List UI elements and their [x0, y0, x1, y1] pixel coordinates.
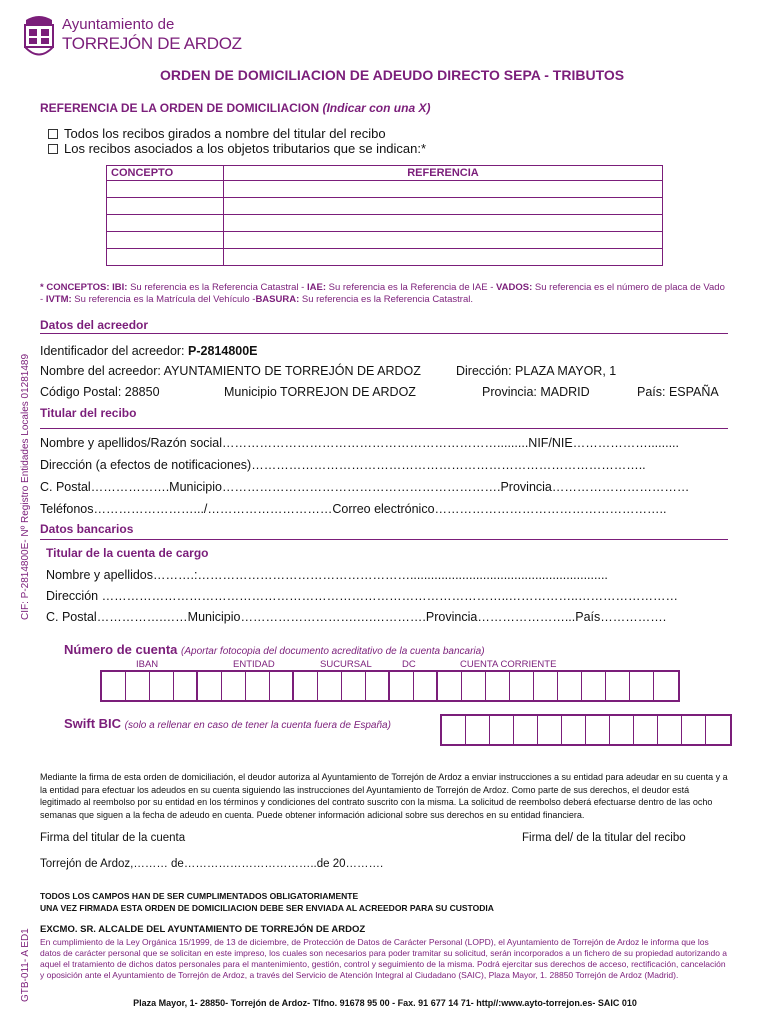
divider — [40, 539, 728, 540]
option-asociados-label: Los recibos asociados a los objetos tributarios que se indican:* — [64, 141, 427, 156]
firma-cuenta: Firma del titular de la cuenta — [40, 832, 186, 844]
note-lead: * CONCEPTOS: — [40, 282, 113, 293]
swift-heading: Swift BIC — [64, 716, 125, 731]
lopd-text: En cumplimiento de la Ley Orgánica 15/1999, de 13 de diciembre, de Protección de Datos de Carácter Personal (LOPD), el Ayuntamiento de Torrejón de Ardoz le informa que los datos de carácter personal que se solicitan en este impreso, los cuales son necesarios para poder tramitar su solicitud, serán incorporados a un fichero de su propiedad autorizando a aquel el tratamiento de dichos datos personales para el mantenimiento, gestión, control y seguimiento de la misma. Podrá ejercitar sus derechos de acceso, rectificación, cancelación y oposición ante el Ayuntamiento de Torrejón de Ardoz, a través del Servicio de Atención Integral al Ciudadano (SAIC), Plaza Mayor, 1. 28850 Torrejón de Ardoz (Madrid). — [40, 937, 728, 980]
bancarios-heading: Datos bancarios — [40, 522, 134, 536]
acreedor-nombre: Nombre del acreedor: AYUNTAMIENTO DE TORREJÓN DE ARDOZ — [40, 364, 421, 378]
acreedor-provincia: Provincia: MADRID — [482, 385, 590, 399]
cuenta-hint: (Aportar fotocopia del documento acreditativo de la cuenta bancaria) — [181, 646, 485, 657]
note-iae-val: Su referencia es la Referencia de IAE - — [325, 282, 497, 293]
firma-recibo: Firma del/ de la titular del recibo — [522, 832, 686, 844]
alcalde-heading: EXCMO. SR. ALCALDE DEL AYUNTAMIENTO DE TORREJÓN DE ARDOZ — [40, 924, 366, 935]
mandato-text: Mediante la firma de esta orden de domiciliación, el deudor autoriza al Ayuntamiento de Torrejón de Ardoz a enviar instrucciones a su entidad para adeudar en su cuenta y a la entidad para efectuar los adeudos en su cuenta siguiendo las instrucciones del Ayuntamiento de Torrejón de Ardoz. Como parte de sus derechos, el deudor está legitimado al reembolso por su entidad en los términos y condiciones del contrato suscrito con la misma. La solicitud de reembolso deberá efectuarse dentro de las ocho semanas que siguen a la fecha de adeudo en cuenta. Puede obtener información adicional sobre sus derechos en su entidad financiera. — [40, 772, 728, 820]
titular-direccion-field[interactable]: Dirección (a efectos de notificaciones)………………………………………………………………………………….. — [40, 458, 646, 472]
bancarios-sub: Titular de la cuenta de cargo — [46, 546, 209, 560]
footer: Plaza Mayor, 1- 28850- Torrejón de Ardoz- Tlfno. 91678 95 00 - Fax. 91 677 14 71- http//:www.ayto-torrejon.es- SAIC 010 — [133, 998, 637, 1008]
titular-telefonos-field[interactable]: Teléfonos…………………….../…………………………Correo electrónico……………………………………………….. — [40, 502, 667, 516]
table-row[interactable] — [107, 198, 663, 215]
table-row[interactable] — [107, 232, 663, 249]
label-entidad: ENTIDAD — [233, 659, 275, 670]
logo-line2: TORREJÓN DE ARDOZ — [62, 34, 242, 53]
swift-boxes[interactable] — [440, 714, 732, 746]
fecha-field[interactable]: Torrejón de Ardoz,……… de……………………………..de 20………. — [40, 858, 384, 870]
titular-heading: Titular del recibo — [40, 406, 137, 420]
divider — [40, 333, 728, 334]
note-ivtm-key: IVTM: — [45, 294, 72, 305]
aviso-2: UNA VEZ FIRMADA ESTA ORDEN DE DOMICILIACION DEBE SER ENVIADA AL ACREEDOR PARA SU CUSTODIA — [40, 903, 494, 913]
page-title: ORDEN DE DOMICILIACION DE ADEUDO DIRECTO SEPA - TRIBUTOS — [160, 67, 625, 83]
cuenta-heading-wrap — [64, 642, 485, 657]
referencia-heading — [40, 101, 430, 115]
bancarios-cp-field[interactable]: C. Postal…………….……Municipio……………………….….………….Provincia…………………...País……………. — [46, 610, 667, 624]
acreedor-id-label: Identificador del acreedor: — [40, 344, 189, 358]
acreedor-direccion: Dirección: PLAZA MAYOR, 1 — [456, 364, 617, 378]
note-basura-val: Su referencia es la Referencia Catastral. — [299, 294, 473, 305]
conceptos-note — [40, 282, 730, 306]
label-iban: IBAN — [136, 659, 159, 670]
referencia-heading-hint: (Indicar con una X) — [322, 101, 431, 115]
concepto-table — [106, 165, 663, 266]
table-row[interactable] — [107, 181, 663, 198]
bancarios-nombre-field[interactable]: Nombre y apellidos……….:……………………………………………......................................................... — [46, 568, 608, 582]
titular-nombre-field[interactable]: Nombre y apellidos/Razón social………………………………………………………….........NIF/NIE………………......... — [40, 436, 679, 450]
swift-wrap — [64, 716, 391, 731]
note-ibi-key: IBI: — [112, 282, 128, 293]
table-row[interactable] — [107, 215, 663, 232]
table-row[interactable] — [107, 249, 663, 266]
option-todos[interactable] — [48, 126, 386, 141]
label-sucursal: SUCURSAL — [320, 659, 372, 670]
option-todos-label: Todos los recibos girados a nombre del titular del recibo — [64, 126, 386, 141]
logo-line1: Ayuntamiento de — [62, 16, 175, 33]
col-referencia: REFERENCIA — [224, 166, 663, 181]
acreedor-pais: País: ESPAÑA — [637, 385, 719, 399]
aviso-1: TODOS LOS CAMPOS HAN DE SER CUMPLIMENTADOS OBLIGATORIAMENTE — [40, 891, 359, 901]
acreedor-heading: Datos del acreedor — [40, 318, 149, 332]
side-code: GTB-011- A ED1 — [20, 928, 31, 1002]
checkbox-icon[interactable] — [48, 129, 58, 139]
divider — [40, 428, 728, 429]
checkbox-icon[interactable] — [48, 144, 58, 154]
titular-cp-field[interactable]: C. Postal……………….Municipio………………………………………………………….Provincia…………………………… — [40, 480, 690, 494]
acreedor-id — [40, 344, 258, 358]
col-concepto: CONCEPTO — [107, 166, 224, 181]
note-basura-key: BASURA: — [255, 294, 300, 305]
acreedor-municipio: Municipio TORREJON DE ARDOZ — [224, 385, 416, 399]
acreedor-cp: Código Postal: 28850 — [40, 385, 160, 399]
swift-hint: (solo a rellenar en caso de tener la cuenta fuera de España) — [124, 720, 391, 731]
note-ivtm-val: Su referencia es la Matrícula del Vehículo - — [71, 294, 256, 305]
note-vados-key: VADOS: — [496, 282, 533, 293]
cuenta-heading: Número de cuenta — [64, 642, 182, 657]
note-iae-key: IAE: — [306, 282, 326, 293]
acreedor-id-value: P-2814800E — [188, 344, 258, 358]
option-asociados[interactable] — [48, 141, 426, 156]
bancarios-direccion-field[interactable]: Dirección ……………………………………………………………………………………..……………..…………………… — [46, 589, 678, 603]
note-ibi-val: Su referencia es la Referencia Catastral - — [127, 282, 307, 293]
iban-boxes[interactable] — [100, 670, 680, 702]
side-cif: CIF: P-2814800E- Nº Registro Entidades Locales 01281489 — [20, 353, 31, 620]
label-dc: DC — [402, 659, 416, 670]
crest-icon — [22, 12, 56, 62]
note-vados-val: Su referencia es el número de placa de Vado - — [40, 282, 725, 305]
referencia-heading-text: REFERENCIA DE LA ORDEN DE DOMICILIACION — [40, 101, 323, 115]
label-cc: CUENTA CORRIENTE — [460, 659, 557, 670]
